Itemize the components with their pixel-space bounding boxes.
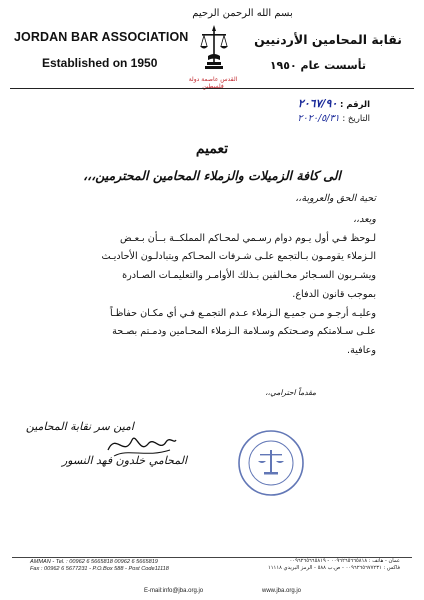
letter-date	[298, 113, 370, 124]
after-greeting: وبعد،،	[353, 214, 376, 225]
footer-address-ar	[240, 558, 400, 573]
body-line: وعليـه أرجـو مـن جميـع الـزملاء عـدم التجمـع فـي أي مكـان حفاظـاً	[110, 308, 376, 319]
official-seal-stamp-icon	[236, 428, 306, 498]
footer-address-en	[30, 559, 169, 573]
body-line: علـى سـلامتكم وصـحتكم وسـلامة الـزملاء المحـامين ودمـتم بصـحة	[112, 326, 376, 337]
ref-value: ٢٠٦٧/٩٠	[297, 97, 338, 110]
closing: مقدماً احترامي،،	[265, 388, 316, 397]
reference-number	[298, 97, 370, 110]
footer-tel-en: AMMAN - Tel. : 00962 6 5665818 00962 6 5665819	[30, 559, 158, 565]
org-name-en: JORDAN BAR ASSOCIATION	[14, 30, 189, 44]
addressee: الى كافة الزميلات والزملاء المحامين المحترمين،،،	[83, 168, 341, 183]
scales-of-justice-logo-icon	[199, 22, 229, 74]
established-ar: تأسست عام ١٩٥٠	[269, 59, 366, 72]
greeting: تحية الحق والعروبة،،	[295, 193, 376, 204]
signatory-title: امين سر نقابة المحامين	[25, 420, 134, 433]
footer-website: www.jba.org.jo	[262, 588, 302, 594]
basmala: بسم الله الرحمن الرحيم	[192, 8, 293, 19]
body-line: لـوحظ فـي أول يـوم دوام رسـمي لمحـاكم المملكــة بــأن بـعـض	[120, 233, 376, 244]
motto: القدس عاصمة دولة فلسطين	[188, 76, 238, 90]
date-label: التاريخ :	[342, 114, 370, 124]
ref-label: الرقم :	[340, 100, 370, 110]
footer-fax-en: Fax : 00962 6 5677231 - P.O.Box 588 - Post Code11118	[30, 566, 169, 573]
body-line: ويشـربون السـجائر مخـالفين بـذلك الأوامـر والتعليمـات الصـادرة	[122, 270, 376, 281]
header-divider	[10, 88, 414, 89]
signatory-name: المحامي خلدون فهد النسور	[62, 454, 188, 467]
org-name-ar: نقابة المحامين الأردنيين	[254, 32, 402, 47]
footer-tel-ar: عمان - هاتف : ٠٠٩٦٢٦٥٦٦٥٨١٨ - ٠٠٩٦٢٦٥٦٦٥٨١٩	[289, 558, 400, 564]
footer-email: E-mail:info@jba.org.jo	[144, 588, 204, 594]
circular-title: تعميم	[195, 141, 229, 157]
date-value: ٢٠٢٠/٥/٣١	[297, 113, 340, 124]
body-line: وعافية.	[347, 345, 376, 356]
established-en: Established on 1950	[42, 56, 158, 70]
body-line: الـزملاء يقومـون بـالتجمع علـى شـرفات المحـاكم ويتبادلـون الأحاديـث	[101, 251, 376, 262]
footer-fax-ar: فاكس : ٠٠٩٦٢٦٥٦٧٧٢٣١ - ص.ب ٥٨٨ - الرمز البريدي ١١١١٨	[267, 565, 400, 572]
body-line: بموجب قانون الدفاع.	[292, 289, 376, 300]
